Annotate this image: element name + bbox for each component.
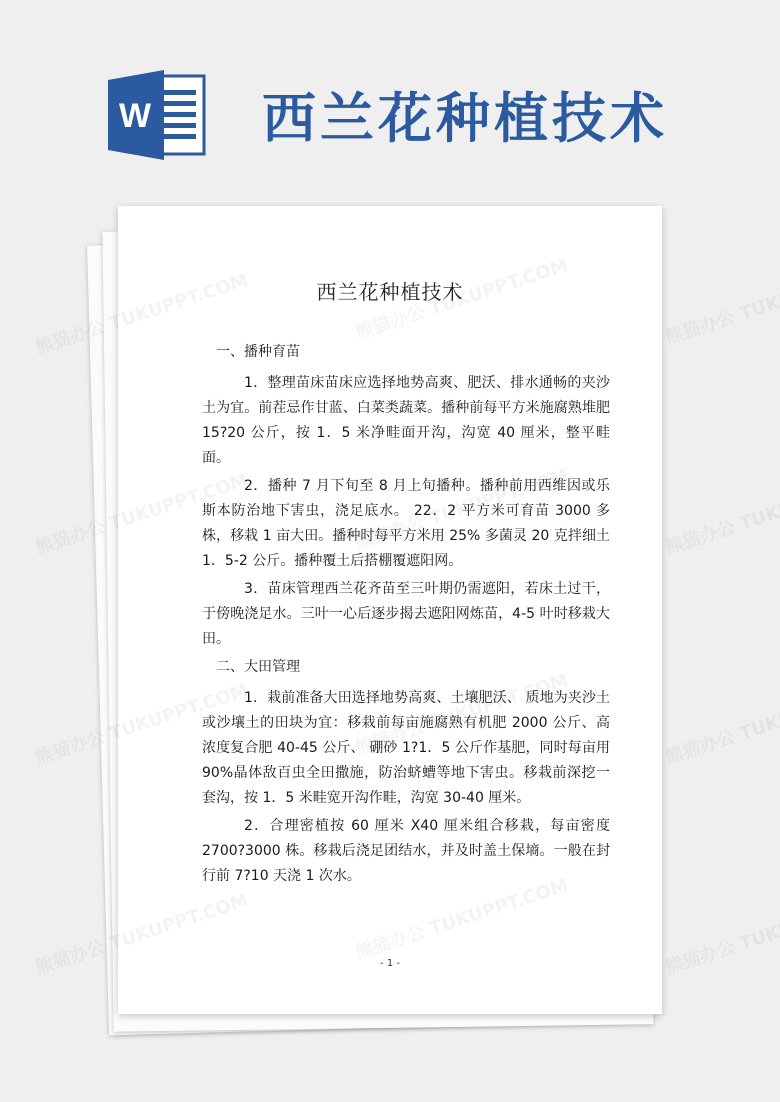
watermark <box>661 676 780 770</box>
watermark <box>661 886 780 980</box>
paragraph: 2．合理密植按 60 厘米 X40 厘米组合移栽，每亩密度 2700?3000 株。移栽后浇足团结水，并及时盖土保墒。一般在封行前 7?10 天浇 1 次水。 <box>202 818 610 884</box>
paragraph: 1．栽前准备大田选择地势高爽、土壤肥沃、 质地为夹沙土或沙壤土的田块为宜：移栽前每亩施腐熟有机肥 2000 公斤、高浓度复合肥 40-45 公斤、 硼砂 1?1．5 公斤作基肥，同时每亩用 90%晶体敌百虫全田撒施，防治蛴螬等地下害虫。移栽前深挖一套沟，按 1．5 米畦宽开沟作畦，沟宽 30-40 厘米。 <box>202 690 610 806</box>
section-heading: 二、大田管理 <box>216 659 300 675</box>
section-heading: 一、播种育苗 <box>216 344 300 360</box>
paragraph: 2．播种 7 月下旬至 8 月上旬播种。播种前用西维因或乐斯本防治地下害虫，浇足底水。 22．2 平方米可育苗 3000 多株，移栽 1 亩大田。播种时每平方米用 25% 多菌灵 20 克拌细土 1．5-2 公斤。播种覆土后搭棚覆遮阳网。 <box>202 478 610 569</box>
page-number: - 1 - <box>380 958 400 969</box>
document-page <box>118 206 662 1014</box>
paragraph: 3．苗床管理西兰花齐苗至三叶期仍需遮阳，若床土过干，于傍晚浇足水。三叶一心后逐步揭去遮阳网炼苗，4-5 叶时移栽大田。 <box>202 581 610 647</box>
watermark <box>661 466 780 560</box>
header <box>0 0 780 200</box>
document-body <box>202 340 610 892</box>
watermark <box>661 256 780 350</box>
word-logo-icon <box>108 70 208 160</box>
document-title: 西兰花种植技术 <box>316 280 464 304</box>
word-logo-letter: W <box>118 97 152 135</box>
paragraph: 1．整理苗床苗床应选择地势高爽、肥沃、排水通畅的夹沙土为宜。前茬忌作甘蓝、白菜类蔬菜。播种前每平方米施腐熟堆肥 15?20 公斤，按 1．5 米净畦面开沟，沟宽 40 厘米，整平畦面。 <box>202 375 610 466</box>
header-title: 西兰花种植技术 <box>262 86 668 150</box>
